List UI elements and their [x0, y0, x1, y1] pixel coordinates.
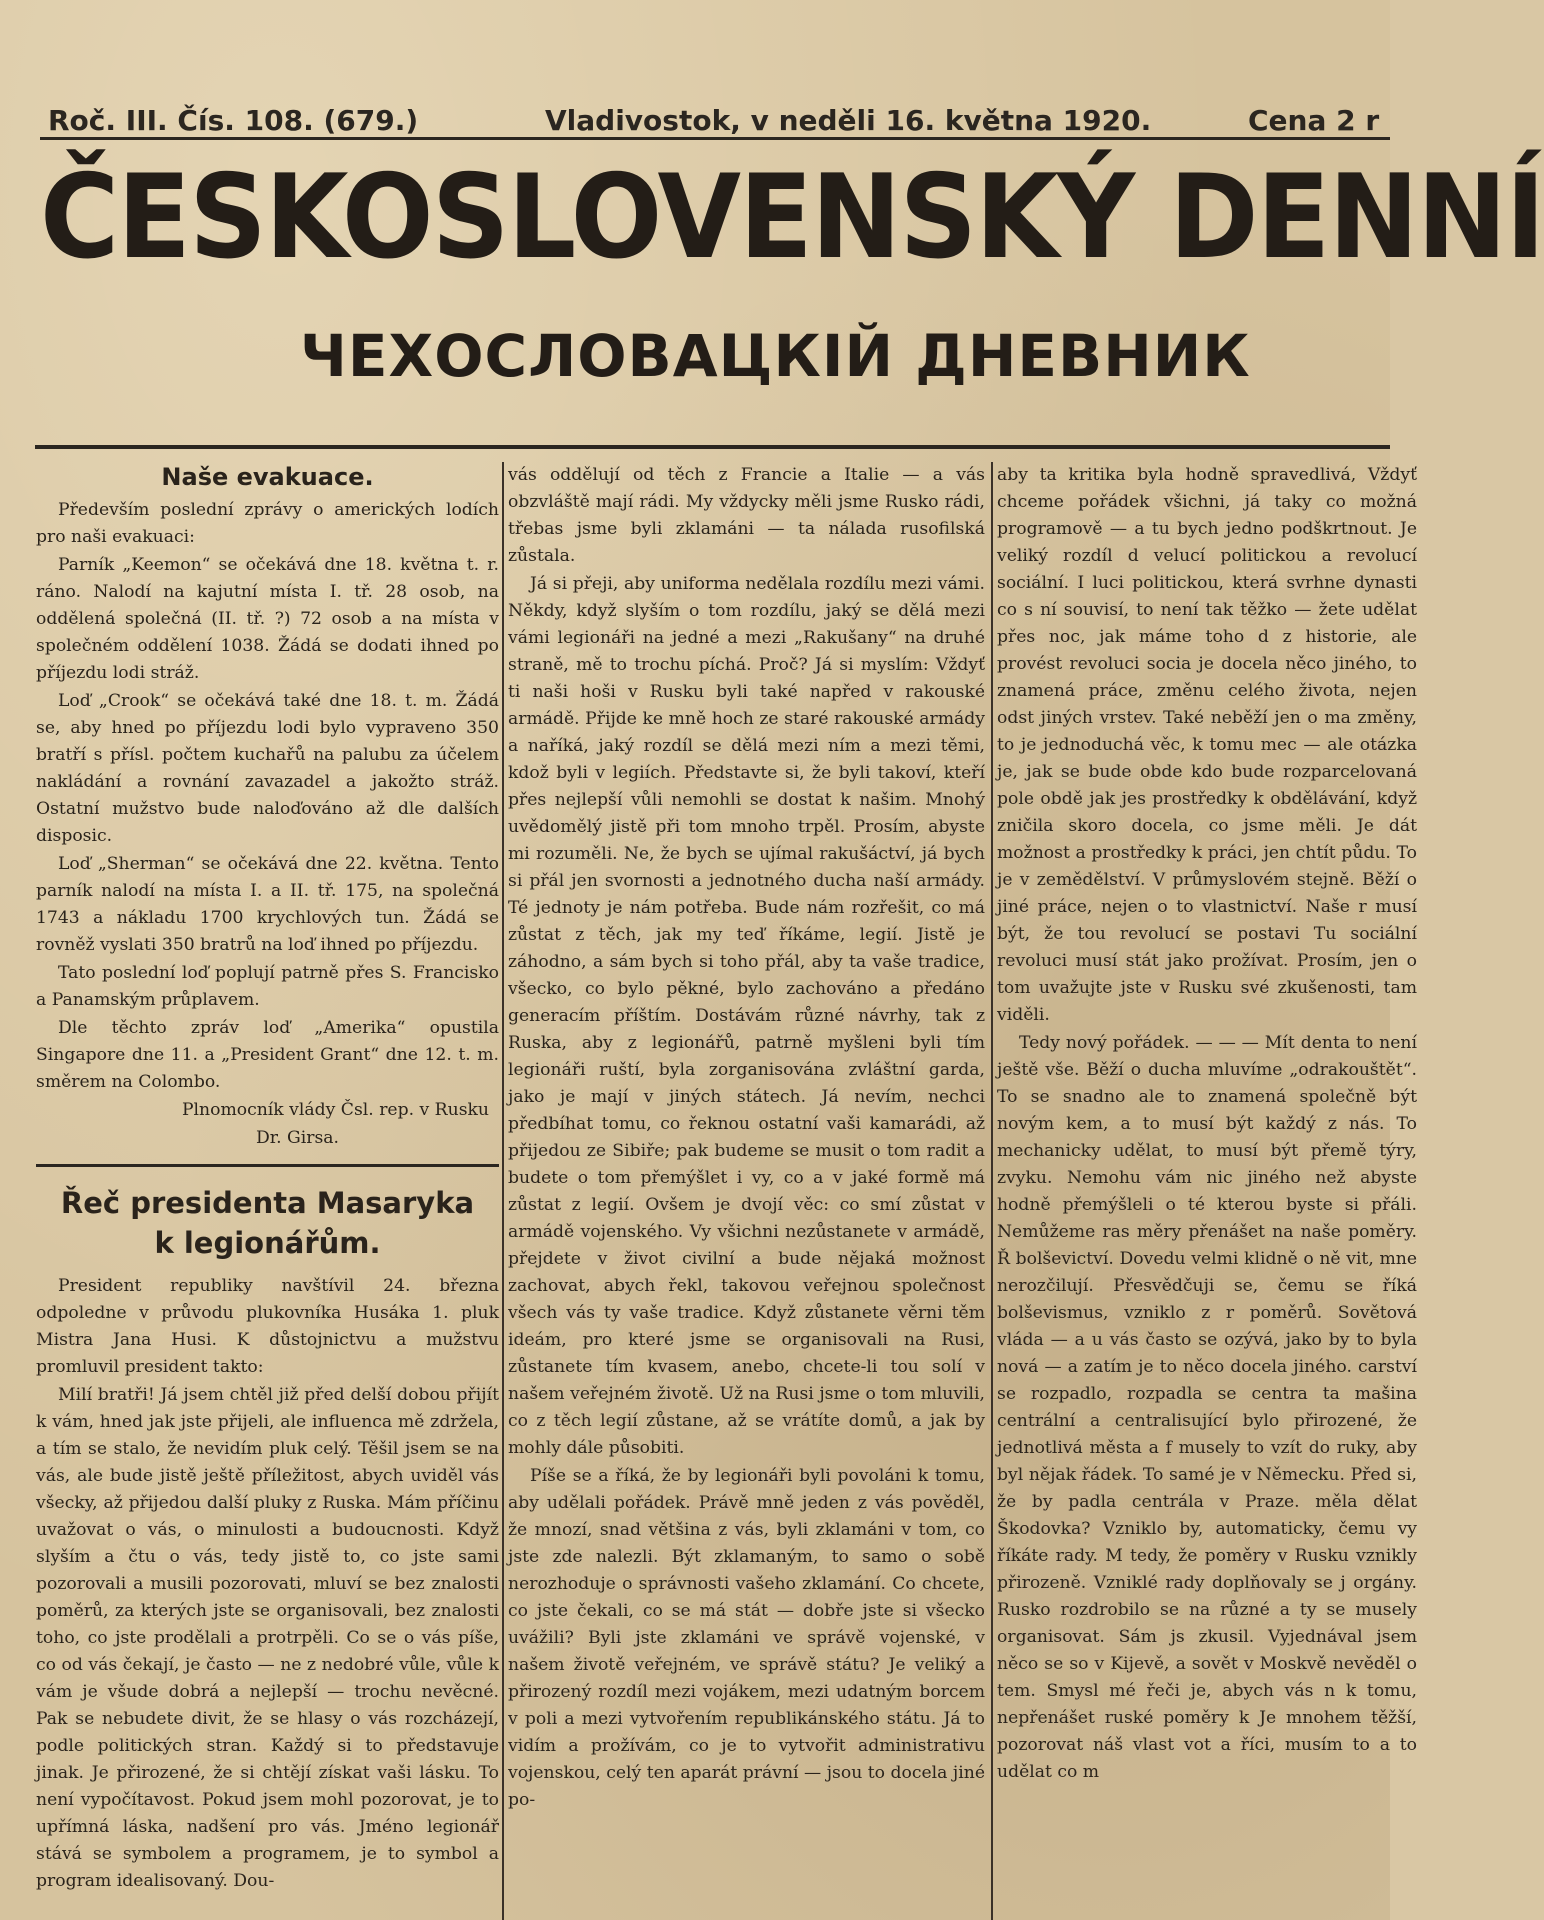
- masthead-rule: [35, 445, 1390, 449]
- article-paragraph: Loď „Sherman“ se očekává dne 22. května. Tento parník nalodí na místa I. a II. tř. 175, na společná 1743 a nákladu 1700 krychlových tun. Žádá se rovněž vyslati 350 bratrů na loď ihned po příjezdu.: [36, 854, 499, 955]
- article-masaryk-title-line1: Řeč presidenta Masaryka: [60, 1186, 475, 1220]
- article-separator: [36, 1164, 499, 1167]
- issue-number: Roč. III. Čís. 108. (679.): [48, 104, 419, 137]
- signature-title: Plnomocník vlády Čsl. rep. v Rusku: [181, 1100, 489, 1120]
- column-2: [508, 462, 985, 1920]
- dateline: Vladivostok, v neděli 16. května 1920.: [545, 104, 1152, 137]
- column-divider: [991, 462, 993, 1920]
- article-masaryk-title-line2: k legionářům.: [154, 1226, 381, 1260]
- article-evakuace-title: Naše evakuace.: [161, 463, 374, 491]
- masthead-title: ČESKOSLOVENSKÝ DENNÍ: [40, 150, 1544, 285]
- article-intro: President republiky navštívil 24. března odpoledne v průvodu plukovníka Husáka 1. pluk Mistra Jana Husi. K důstojnictvu a mužstvu promluvil president takto:: [36, 1276, 499, 1377]
- article-paragraph: vás oddělují od těch z Francie a Italie — a vás obzvláště mají rádi. My vždycky měli jsme Rusko rádi, třebas jsme byli zklamáni — ta nálada rusofilská zůstala.: [508, 465, 985, 566]
- article-masaryk-title: [36, 1183, 499, 1263]
- article-paragraph: aby ta kritika byla hodně spravedlivá, Vždyť chceme pořádek všichni, já taky co možná programově — a tu bych jedno podškrtnout. Je veliký rozdíl d velucí politickou a revolucí sociální. I luci politickou, která svrhne dynasti co s ní souvisí, to není tak těžko — žete udělat přes noc, jak máme toho d z historie, ale provést revoluci socia je docela něco jiného, to znamená práce, změnu celého života, nejen odst jiných vrstev. Také neběží jen o ma změny, to je jednoduchá věc, k tomu mec — ale otázka je, jak se bude obde kdo bude rozparcelovaná pole obdě jak jes prostředky k obdělávání, když zničila skoro docela, co jsme měli. Je dát možnost a prostředky k práci, jen chtít půdu. To je v zemědělství. V průmyslovém stejně. Běží o jiné práce, nejen o to vlastnictví. Naše r musí být, že tou revolucí se postavi Tu sociální revoluci musí stát jako prožívat. Prosím, jen o tom uvažujte jste v Rusku své zkušenosti, tam viděli.: [997, 465, 1417, 1025]
- article-paragraph: Milí bratři! Já jsem chtěl již před delší dobou přijít k vám, hned jak jste přijeli, ale influenca mě zdržela, a tím se stalo, že nevidím pluk celý. Těšil jsem se na vás, ale bude jistě ještě příležitost, abych uviděl vás všecky, až přijedou další pluky z Ruska. Mám příčinu uvažovat o vás, o minulosti a budoucnosti. Když slyším a čtu o vás, tedy jistě to, co jste sami pozorovali a musili pozorovati, mluví se bez znalosti poměrů, za kterých jste se organisovali, bez znalosti toho, co jste prodělali a protrpěli. Co se o vás píše, co od vás čekají, je často — ne z nedobré vůle, vůle k vám je všude dobrá a nejlepší — trochu nevěcné. Pak se nebudete divit, že se hlasy o vás rozcházejí, podle politických stran. Každý si to představuje jinak. Je přirozené, že si chtějí získat vaši lásku. To není vypočítavost. Pokud jsem mohl pozorovat, je to upřímná láska, nadšení pro vás. Jméno legionář stává se symbolem a programem, je to symbol a program idealisovaný. Dou-: [36, 1385, 499, 1891]
- column-1: [36, 462, 499, 1920]
- folio-rule: [40, 137, 1390, 140]
- article-paragraph: Píše se a říká, že by legionáři byli povoláni k tomu, aby udělali pořádek. Právě mně jeden z vás pověděl, že mnozí, snad většina z vás, byli zklamáni v tom, co jste zde nalezli. Být zklamaným, to samo o sobě nerozhoduje o správnosti vašeho zklamání. Co chcete, co jste čekali, co se má stát — dobře jste si všecko uvážili? Byli jste zklamáni ve správě vojenské, v našem životě veřejném, ve správě státu? Je veliký a přirozený rozdíl mezi vojákem, mezi udatným borcem v poli a mezi vytvořením republikánského státu. Já to vidím a prožívám, co je to vytvořit administrativu vojenskou, celý ten aparát právní — jsou to docela jiné po-: [508, 1466, 985, 1810]
- article-paragraph: Tato poslední loď poplují patrně přes S. Francisko a Panamským průplavem.: [36, 963, 499, 1010]
- column-divider: [502, 462, 504, 1920]
- article-paragraph: Tedy nový pořádek. — — — Mít denta to není ještě vše. Běží o ducha mluvíme „odrakouštět“. To se snadno ale to znamená společně být novým kem, a to musí být každý z nás. To mechanicky udělat, to musí být přemě týry, zvyku. Nemohu vám nic jiného než abyste hodně přemýšleli o té kterou byste si přáli. Nemůžeme ras měry přenášet na naše poměry. Ř bolševictví. Dovedu velmi klidně o ně vit, mne nerozčilují. Přesvědčuji se, čemu se říká bolševismus, vzniklo z r poměrů. Sovětová vláda — a u vás často se ozývá, jako by to byla nová — a zatím je to něco docela jiného. carství se rozpadlo, rozpadla se centra ta mašina centrální a centralisující bylo přirozené, že jednotlivá města a f musely to vzít do ruky, aby byl nějak řádek. To samé je v Německu. Před si, že by padla centrála v Praze. měla dělat Škodovka? Vzniklo by, automaticky, čemu vy říkáte rady. M tedy, že poměry v Rusku vznikly přirozeně. Vzniklé rady doplňovaly se j orgány. Rusko rozdrobilo se na různé a ty se musely organisovat. Sám js zkusil. Vyjednával jsem něco se so v Kijevě, a sovět v Moskvě nevěděl o tem. Smysl mé řeči je, abych vás n k tomu, nepřenášet ruské poměry k Je mnohem těžší, pozorovat náš vlast vot a říci, musím to a to udělat co m: [997, 1033, 1417, 1782]
- column-3: [997, 462, 1417, 1920]
- folio-line: [0, 100, 1390, 142]
- article-paragraph: Parník „Keemon“ se očekává dne 18. května t. r. ráno. Nalodí na kajutní místa I. tř. 28 osob, na oddělená společná (II. tř. ?) 72 osob a na místa v společném oddělení 1038. Žádá se dodati ihned po příjezdu lodi stráž.: [36, 555, 499, 683]
- article-paragraph: Především poslední zprávy o amerických lodích pro naši evakuaci:: [36, 500, 499, 547]
- signature-name: Dr. Girsa.: [255, 1128, 339, 1148]
- article-paragraph: Dle těchto zpráv loď „Amerika“ opustila Singapore dne 11. a „President Grant“ dne 12. t. m. směrem na Colombo.: [36, 1018, 499, 1092]
- masthead-subtitle: ЧЕХОСЛОВАЦКІЙ ДНЕВНИК: [300, 322, 1251, 390]
- article-paragraph: Já si přeji, aby uniforma nedělala rozdílu mezi vámi. Někdy, když slyším o tom rozdílu, jaký se dělá mezi vámi legionáři na jedné a mezi „Rakušany“ na druhé straně, mě to trochu píchá. Proč? Já si myslím: Vždyť ti naši hoši v Rusku byli také napřed v rakouské armádě. Přijde ke mně hoch ze staré rakouské armády a naříká, jaký rozdíl se dělá mezi ním a mezi těmi, kdož byli v legiích. Představte si, že byli takoví, kteří přes nejlepší vůli nemohli se dostat k našim. Mnohý uvědomělý jistě při tom mnoho trpěl. Prosím, abyste mi rozuměli. Ne, že bych se ujímal rakušáctví, já bych si přál jen svornosti a jednotného ducha naší armády. Té jednoty je nám potřeba. Bude nám rozřešit, co má zůstat z těch, jak my teď říkáme, legií. Jistě je záhodno, a sám bych si toho přál, aby ta vaše tradice, všecko, co bylo pěkné, bylo zachováno a předáno generacím příštím. Dostávám různé návrhy, tak z Ruska, aby z legionářů, patrně myšleni byli tím legionáři ruští, byla zorganisována zvláštní garda, jako je mají v jiných státech. Já nevím, nechci předbíhat tomu, co řeknou ostatní vaši kamarádi, až přijedou ze Sibiře; pak budeme se musit o tom radit a budete o tom přemýšlet i vy, co a v jaké formě má zůstat z legií. Ovšem je dvojí věc: co smí zůstat v armádě vojenského. Vy všichni nezůstanete v armádě, přejdete v život civilní a bude nějaká možnost zachovat, abych řekl, takovou veřejnou společnost všech vás ty vaše tradice. Když zůstanete věrni těm ideám, pro které jsme se organisovali na Rusi, zůstanete tím kvasem, anebo, chcete-li tou solí v našem veřejném životě. Už na Rusi jsme o tom mluvili, co z těch legií zůstane, až se vrátíte domů, a jak by mohly dále působiti.: [508, 574, 985, 1458]
- article-paragraph: Loď „Crook“ se očekává také dne 18. t. m. Žádá se, aby hned po příjezdu lodi bylo vypraveno 350 bratří s přísl. počtem kuchařů na palubu za účelem nakládání a rovnání zavazadel a jakožto stráž. Ostatní mužstvo bude naloďováno až dle dalších disposic.: [36, 691, 499, 846]
- price: Cena 2 r: [1248, 104, 1380, 137]
